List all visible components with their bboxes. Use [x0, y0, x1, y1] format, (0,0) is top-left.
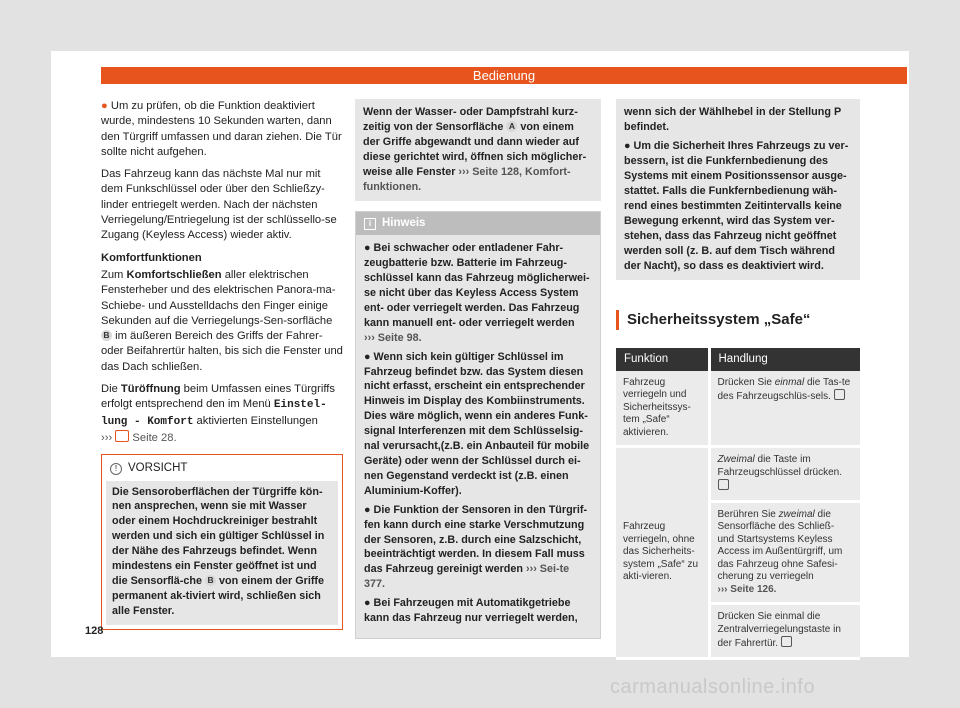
- note-continuation: wenn sich der Wählhebel in der Stellung P befindet. ● Um die Sicherheit Ihres Fahrzeugs zu ver-bessern, ist die Funkfernbedienung des Systems mit einem Positionssensor ausge-stattet. Falls die Funkfernbedienung wäh-rend eines bestimmten Zeitintervalls keine Bewegung erkennt, wird das System ver-stehen, dass das Fahrzeug nicht geöffnet werden soll (z. B. auf dem Tisch während der Nacht), so dass es deaktiviert wird.: [616, 99, 860, 280]
- table-row: [616, 448, 860, 503]
- warning-icon: !: [110, 463, 122, 475]
- bullet-icon: ●: [101, 100, 108, 112]
- page-header: Bedienung: [101, 67, 907, 84]
- paragraph: Die Türöffnung beim Umfassen eines Türgriffs erfolgt entsprechend den im Menü Einstel-lung - Komfort aktivierten Einstellungen ››› Seite 28.: [101, 383, 335, 444]
- caution-header: ! VORSICHT: [102, 455, 342, 480]
- page-reference[interactable]: ››› Seite 126.: [717, 583, 777, 595]
- paragraph: Zum Komfortschließen aller elektrischen Fensterheber und des elektrischen Panora-ma-Schiebe- und Ausstelldachs den Finger einige Sekunden auf die Verriegelungs-Sen-sorfläche B im äußeren Bereich des Griffs der Fahrer- oder Beifahrertür halten, bis sich die Fenster und das Dach schließen.: [101, 268, 343, 373]
- table-cell: Fahrzeug verriegeln und Sicherheitssys-tem „Safe“ aktivieren.: [616, 371, 711, 449]
- lock-key-icon: [718, 479, 729, 490]
- caution-text: Die Sensoroberflächen der Türgriffe kön-nen ansprechen, wenn sie mit Wasser oder einem Hochdruckreiniger bestrahlt werden und sich ein gültiger Schlüssel in der Nähe des Fahrzeugs befindet. Wenn mindestens ein Fenster geöffnet ist und die Sensorflä-che B von einem der Griffe permanent ak-tiviert wird, schließen sich alle Fenster.: [106, 481, 338, 625]
- safe-system-table: [616, 348, 860, 660]
- table-cell: Fahrzeug verriegeln, ohne das Sicherheits-system „Safe“ zu akti-vieren.: [616, 448, 711, 660]
- table-cell: Berühren Sie zweimal die Sensorfläche des Schließ- und Startsystems Keyless Access im Außentürgriff, um das Fahrzeug ohne Safesi-cherung zu verriegeln ››› Seite 126.: [711, 503, 861, 606]
- page-number: 128: [85, 625, 104, 637]
- column-1: [101, 99, 343, 630]
- table-header: Funktion: [616, 348, 711, 371]
- column-3: [616, 99, 860, 660]
- watermark-text: carmanualsonline.info: [610, 676, 816, 698]
- book-icon: [115, 430, 129, 442]
- subheading: Komfortfunktionen: [101, 251, 202, 264]
- table-header: Handlung: [711, 348, 861, 371]
- column-2: [355, 99, 601, 639]
- note-box: [355, 211, 601, 639]
- section-title: Sicherheitssystem „Safe“: [616, 310, 860, 330]
- callout-badge: B: [101, 330, 112, 341]
- manual-page: [51, 51, 909, 657]
- callout-badge: A: [506, 121, 517, 132]
- paragraph: ● Um zu prüfen, ob die Funktion deaktiviert wurde, mindestens 10 Sekunden warten, dann den Türgriff umfassen und daran ziehen. Die Tür sollte nicht aufgehen.: [101, 100, 342, 158]
- caution-continuation: Wenn der Wasser- oder Dampfstrahl kurz-zeitig von der Sensorfläche A von einem der Griffe abgewandt und dann wieder auf diese gerichtet wird, öffnen sich möglicher-weise alle Fenster ››› Seite 128, Komfort-funktionen.: [355, 99, 601, 201]
- callout-badge: B: [205, 575, 216, 586]
- page-reference[interactable]: ››› Seite 128, Komfort-funktionen.: [363, 166, 571, 193]
- paragraph: Das Fahrzeug kann das nächste Mal nur mit dem Funkschlüssel oder über den Schließzy-linder entriegelt werden. Nach der nächsten Verriegelung/Entriegelung ist der schlüssello-se Zugang (Keyless Access) wieder aktiv.: [101, 168, 337, 242]
- note-header: i Hinweis: [356, 212, 600, 235]
- note-body: ● Bei schwacher oder entladener Fahr-zeugbatterie bzw. Batterie im Fahrzeug-schlüssel kann das Fahrzeug möglicherwei-se nicht über das Keyless Access System ent- oder verriegelt werden. Das Fahrzeug kann manuell ent- oder verriegelt werden ››› Seite 98. ● Wenn sich kein gültiger Schlüssel im Fahrzeug befindet bzw. das System diesen nicht erfasst, erscheint ein entsprechender Hinweis im Display des Kombiinstruments. Dies wäre möglich, wenn ein anderes Funk-signal Interferenzen mit dem Schlüsselsig-nal verursacht,(z.B. ein Anbauteil für mobile Geräte) oder wenn der Schlüssel durch ei-nen Gegenstand verdeckt ist (z.B. einen Aluminium-Koffer). ● Die Funktion der Sensoren in den Türgrif-fen kann durch eine starke Verschmutzung der Sensoren, z.B. durch eine Salzschicht, beeinträchtigt werden. In diesem Fall muss das Fahrzeug gereinigt werden ››› Sei-te 377. ● Bei Fahrzeugen mit Automatikgetriebe kann das Fahrzeug nur verriegelt werden,: [364, 242, 590, 625]
- lock-icon: [781, 636, 792, 647]
- lock-key-icon: [834, 389, 845, 400]
- table-cell: Zweimal die Taste im Fahrzeugschlüssel drücken.: [711, 448, 861, 503]
- table-cell: Drücken Sie einmal die Zentralverriegelungstaste in der Fahrertür.: [711, 605, 861, 660]
- page-reference[interactable]: ››› Seite 28.: [101, 431, 177, 444]
- caution-box: [101, 454, 343, 629]
- table-row: [616, 371, 860, 449]
- page-reference[interactable]: ››› Sei-te 377.: [364, 563, 570, 591]
- page-reference[interactable]: ››› Seite 98.: [364, 331, 422, 344]
- info-icon: i: [364, 218, 376, 230]
- table-cell: Drücken Sie einmal die Tas-te des Fahrzeugschlüs-sels.: [711, 371, 861, 449]
